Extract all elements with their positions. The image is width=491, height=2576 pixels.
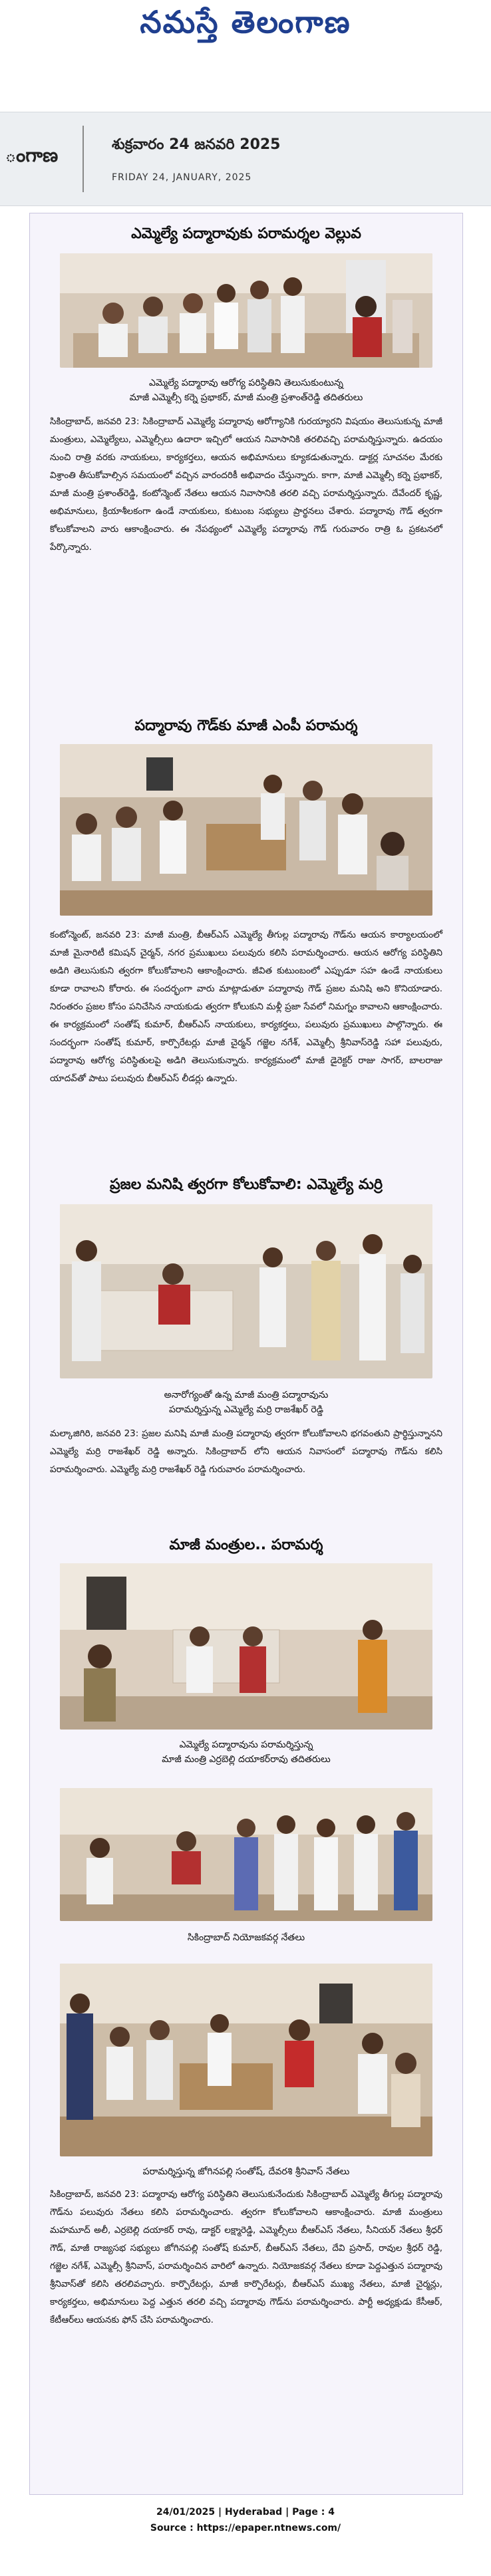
article-5-caption: సికింద్రాబాద్ నియోజకవర్గ నేతలు (187, 1932, 305, 1943)
brand-fragment: ంగాణ (5, 144, 59, 166)
page-footer (0, 2504, 491, 2536)
article-1-photo (60, 253, 432, 368)
article-3-headline: ప్రజల మనిషి త్వరగా కోలుకోవాలి: ఎమ్మెల్యే మర్రి (109, 1176, 383, 1193)
article-clipping (29, 213, 463, 2495)
date-english: FRIDAY 24, JANUARY, 2025 (112, 172, 252, 183)
date-band (0, 112, 491, 206)
article-6-caption: పరామర్శిస్తున్న జోగినపల్లి సంతోష్, దేవరశి శ్రీనివాస్ నేతలు (142, 2166, 350, 2177)
article-5-photo (60, 1788, 432, 1921)
footer-source-line: Source : https://epaper.ntnews.com/ (150, 2523, 341, 2533)
article-3-caption-line-2: పరామర్శిస్తున్న ఎమ్మెల్యే మర్రి రాజశేఖర్ రెడ్డి (168, 1404, 324, 1415)
article-4-caption-line-1: ఎమ్మెల్యే పద్మారావును పరామర్శిస్తున్న (179, 1739, 313, 1750)
divider (82, 126, 84, 192)
masthead (0, 0, 491, 100)
article-3-body: మల్కాజిగిరి, జనవరి 23: ప్రజల మనిషి మాజీ మంత్రి పద్మారావు త్వరగా కోలుకోవాలని భగవంతుని ప్రార్థిస్తున్నానని ఎమ్మెల్యే మర్రి రాజశేఖర్ రెడ్డి అన్నారు. సికింద్రాబాద్ లోని ఆయన నివాసంలో పద్మారావు గౌడ్‌ను కలిసి పరామర్శించారు. ఎమ్మెల్యే మర్రి రాజశేఖర్ రెడ్డి గురువారం పరామర్శించారు. (50, 1428, 442, 1475)
article-3-photo (60, 1204, 432, 1378)
article-2-body: కంటోన్మెంట్, జనవరి 23: మాజీ మంత్రి, బీఆర్‌ఎస్ ఎమ్మెల్యే తీగుల్ల పద్మారావు గౌడ్‌ను ఆయన కార్యాలయంలో మాజీ మైనారిటీ కమిషన్ చైర్మన్, నగర ప్రముఖులు పలువురు కలిసి పరామర్శించారు. ఆయన ఆరోగ్య పరిస్థితిని అడిగి తెలుసుకుని త్వరగా కోలుకోవాలని ఆకాంక్షించారు. జీవిత కుటుంబంలో ఎప్పుడూ సహ ఉండే నాయకులు కూడా రావాలని కోరారు. ఈ సందర్భంగా వారు మాట్లాడుతూ పద్మారావు గౌడ్ ప్రజల మనిషి అని కొనియాడారు. నిరంతరం ప్రజల కోసం పనిచేసిన నాయకుడు త్వరగా కోలుకుని మళ్లీ ప్రజా సేవలో నిమగ్నం కావాలని ఆకాంక్షించారు. ఈ కార్యక్రమంలో సంతోష్ కుమార్, బీఆర్‌ఎస్ నాయకులు, కార్యకర్తలు, పలువురు ప్రముఖులు పాల్గొన్నారు. ఈ సందర్భంగా సంతోష్ కుమార్, కార్పొరేటర్లు మాజీ చైర్మన్ గజ్జెల నగేశ్, ఎమ్మెల్సీ శ్రీనివాస్‌రెడ్డి సహా పలువురు, పద్మారావు ఆరోగ్య పరిస్థితులపై అడిగి తెలుసుకున్నారు. కార్యక్రమంలో మాజీ డైరెక్టర్ రాజు సాగర్, బాలరాజు యాదవ్‌తో పాటు పలువురు బీఆర్‌ఎస్ లీడర్లు ఉన్నారు. (50, 930, 442, 1084)
article-2-photo (60, 744, 432, 916)
article-1-body: సికింద్రాబాద్, జనవరి 23: సికింద్రాబాద్ ఎమ్మెల్యే పద్మారావు ఆరోగ్యానికి గురయ్యారని విషయం తెలుసుకున్న మాజీ మంత్రులు, ఎమ్మెల్యేలు, ఎమ్మెల్సీలు ఉదారా ఇచ్చిలో ఆయన నివాసానికి తరలివచ్చి పరామర్శిస్తున్నారు. ఉదయం నుంచి రాత్రి వరకు నాయకులు, కార్యకర్తలు, ఆయన అభిమానులు క్యూకడుతున్నారు. డాక్టర్ల సూచనల మేరకు విశ్రాంతి తీసుకోవాల్సిన సమయంలో వచ్చిన వారందరికీ అభివాదం చేస్తున్నారు. కాగా, మాజీ ఎమ్మెల్సీ కర్నె ప్రభాకర్, మాజీ మంత్రి ప్రశాంత్‌రెడ్డి, కంటోన్మెంట్ నేతలు ఆయన నివాసానికి తరలి వచ్చి పరామర్శిస్తున్నారు. దేవేందర్ కృష్ణ, అభిమానులు, క్రియాశీలకంగా ఉండే నాయకులు, కుటుంబ సభ్యులు ప్రార్థనలు చేశారు. పద్మారావు గౌడ్ త్వరగా కోలుకోవాలని వారు ఆకాంక్షించారు. ఈ నేపథ్యంలో ఎమ్మెల్యే పద్మారావు గౌడ్ గురువారం రాత్రి ఓ ప్రకటనలో పేర్కొన్నారు. (50, 416, 442, 553)
article-6-body: సికింద్రాబాద్, జనవరి 23: పద్మారావు ఆరోగ్య పరిస్థితిని తెలుసుకునేందుకు సికింద్రాబాద్ ఎమ్మెల్యే తీగుల్ల పద్మారావు గౌడ్‌ను పలువురు నేతలు కలిసి పరామర్శించారు. త్వరగా కోలుకోవాలని ఆకాంక్షించారు. మాజీ మంత్రులు మహమూద్ అలీ, ఎర్రబెల్లి దయాకర్ రావు, డాక్టర్ లక్ష్మారెడ్డి, ఎమ్మెల్సీలు బీఆర్ఎస్ నేతలు, సీనియర్ నేతలు శ్రీధర్ గౌడ్, మాజీ రాజ్యసభ సభ్యులు జోగినపల్లి సంతోష్ కుమార్, బీఆర్ఎస్ నేతలు, దేవి ప్రసాద్, రావుల శ్రీధర్ రెడ్డి, గజ్జెల నగేశ్, ఎమ్మెల్సీ శ్రీనివాస్, పరామర్శించిన వారిలో ఉన్నారు. నియోజకవర్గ నేతలు కూడా పెద్దఎత్తున పద్మారావు శ్రీనివాస్‌తో కలిసి తరలివచ్చారు. కార్పొరేటర్లు, మాజీ కార్పొరేటర్లు, బీఆర్ఎస్ ముఖ్య నేతలు, మాజీ చైర్మన్లు, కార్యకర్తలు, అభిమానులు పెద్ద ఎత్తున తరలి వచ్చి పద్మారావు గౌడ్‌ను పరామర్శించారు. పార్టీ అధ్యక్షుడు కేసీఆర్, కేటీఆర్‌లు ఆయనకు ఫోన్ చేసి పరామర్శించారు. (50, 2189, 442, 2325)
article-1-caption-line-1: ఎమ్మెల్యే పద్మారావు ఆరోగ్య పరిస్థితిని తెలుసుకుంటున్న (149, 378, 343, 388)
article-2-headline: పద్మారావు గౌడ్‌కు మాజీ ఎంపీ పరామర్శ (134, 717, 358, 734)
date-telugu: శుక్రవారం 24 జనవరి 2025 (112, 136, 281, 153)
article-4-headline: మాజీ మంత్రుల.. పరామర్శ (169, 1537, 323, 1553)
newspaper-logo: నమస్తే తెలంగాణ (140, 4, 351, 40)
article-1-caption-line-2: మాజీ ఎమ్మెల్సీ కర్నె ప్రభాకర్, మాజీ మంత్రి ప్రశాంత్‌రెడ్డి తదితరులు (129, 392, 363, 403)
article-6-photo (60, 1964, 432, 2156)
article-1-headline: ఎమ్మెల్యే పద్మారావుకు పరామర్శల వెల్లువ (131, 225, 361, 242)
article-3-caption-line-1: అనారోగ్యంతో ఉన్న మాజీ మంత్రి పద్మారావును (164, 1390, 329, 1400)
footer-date-line: 24/01/2025 | Hyderabad | Page : 4 (156, 2507, 335, 2517)
article-4-caption-line-2: మాజీ మంత్రి ఎర్రబెల్లి దయాకర్‌రావు తదితరులు (162, 1754, 331, 1765)
article-4-photo (60, 1563, 432, 1730)
